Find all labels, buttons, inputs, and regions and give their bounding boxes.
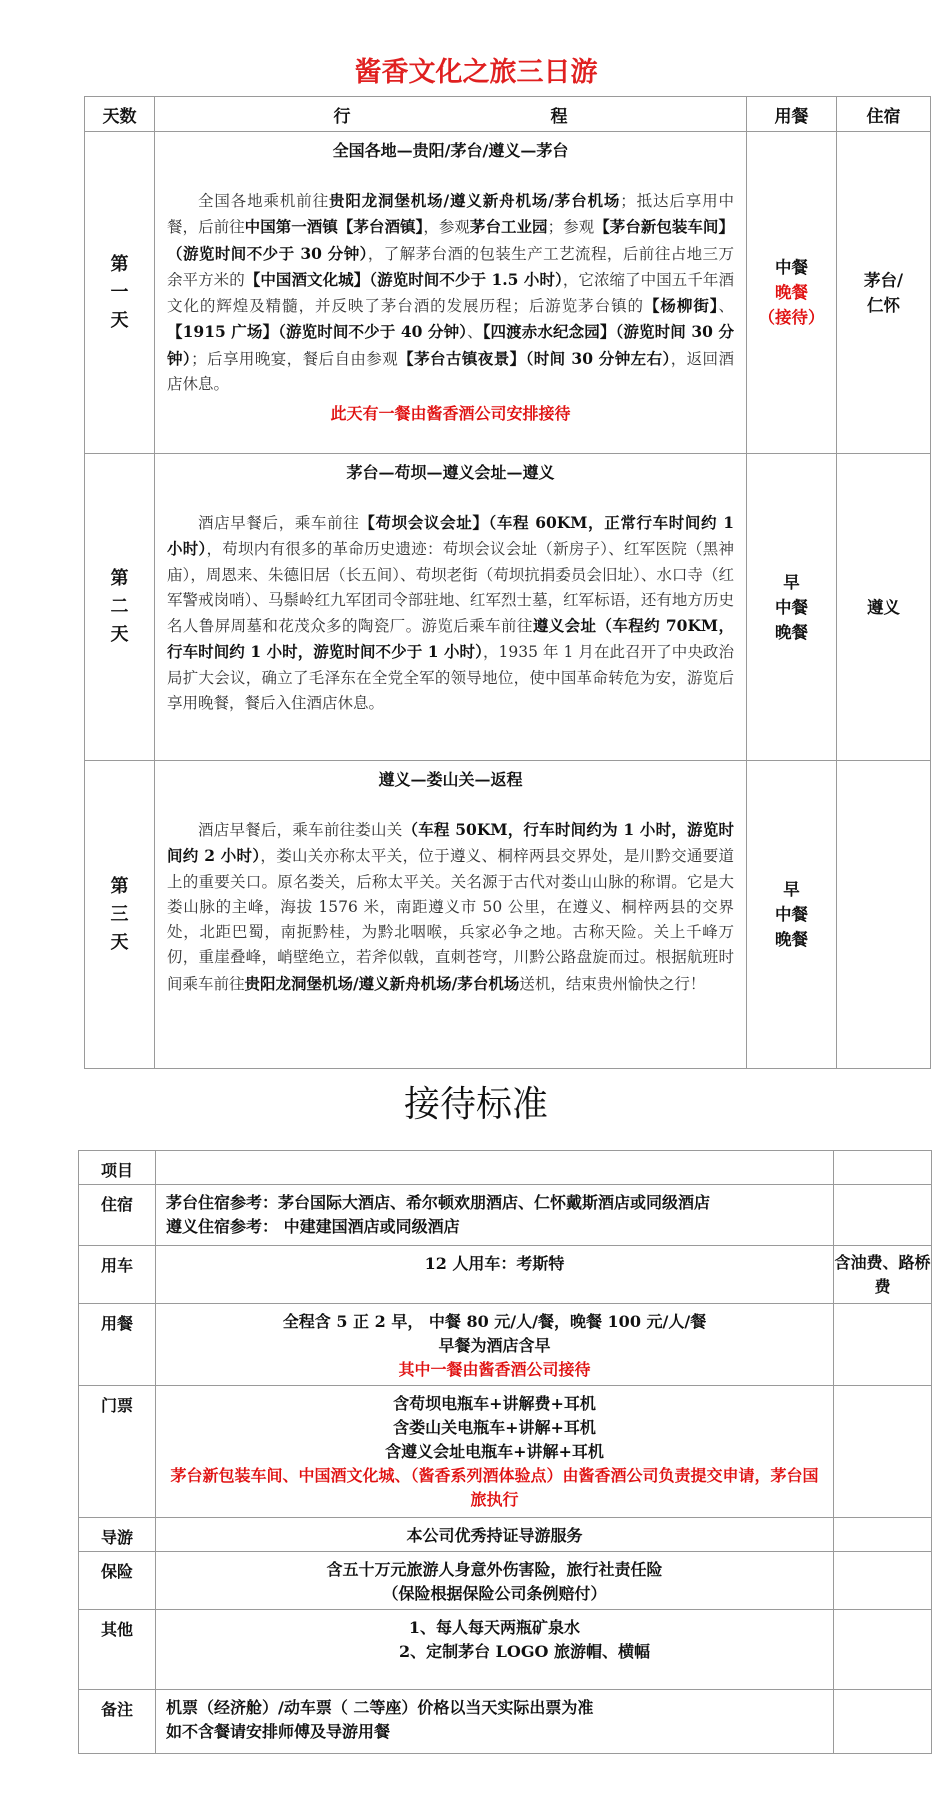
- header-day: 天数: [85, 97, 155, 132]
- route-title-1: 全国各地—贵阳/茅台/遵义—茅台: [332, 141, 569, 160]
- day-char: 天: [110, 624, 129, 645]
- std-line: 早餐为酒店含早: [438, 1336, 551, 1355]
- day-char: 一: [110, 281, 129, 303]
- std-note: [834, 1185, 932, 1246]
- meal-cell-2: [747, 454, 837, 761]
- meal-item: （接待）: [758, 308, 825, 327]
- hotel-item: 茅台/: [863, 270, 904, 290]
- std-note: [834, 1151, 932, 1185]
- std-line: 1、每人每天两瓶矿泉水: [408, 1618, 581, 1637]
- day-char: 天: [110, 931, 129, 953]
- std-row-remarks: [79, 1690, 932, 1754]
- page-title: 酱香文化之旅三日游: [354, 57, 598, 88]
- hotel-cell-3: [837, 761, 931, 1069]
- day-label-2: [85, 454, 155, 761]
- day-char: 天: [110, 309, 129, 331]
- std-content: [156, 1185, 834, 1246]
- std-line-red: 茅台新包装车间、中国酒文化城、（酱香系列酒体验点）由酱香酒公司负责提交申请，茅台国旅执行: [170, 1466, 819, 1509]
- day-char: 第: [110, 253, 129, 275]
- std-note: [834, 1304, 932, 1386]
- std-label: 住宿: [79, 1185, 156, 1246]
- hotel-cell-2: [837, 454, 931, 761]
- header-route: [155, 97, 747, 132]
- day-row-2: [85, 454, 931, 761]
- std-content: [156, 1552, 834, 1610]
- std-line: 含苟坝电瓶车+讲解费+耳机: [393, 1394, 596, 1413]
- std-content: [156, 1610, 834, 1690]
- std-label: 门票: [79, 1386, 156, 1518]
- std-row-other: [79, 1610, 932, 1690]
- std-row-insurance: [79, 1552, 932, 1610]
- std-note: [834, 1386, 932, 1518]
- day-content-2: [155, 454, 747, 761]
- std-row-guide: [79, 1518, 932, 1552]
- std-line: 含遵义会址电瓶车+讲解+耳机: [385, 1442, 604, 1461]
- std-label: 项目: [79, 1151, 156, 1185]
- std-content: [156, 1304, 834, 1386]
- day-label-1: [85, 132, 155, 454]
- itinerary-header-row: [85, 97, 931, 132]
- day-note-1: 此天有一餐由酱香酒公司安排接待: [330, 404, 571, 424]
- day-char: 三: [110, 903, 129, 925]
- hotel-cell-1: [837, 132, 931, 454]
- std-row-tickets: [79, 1386, 932, 1518]
- std-line: 含五十万元旅游人身意外伤害险，旅行社责任险: [326, 1560, 663, 1579]
- day-char: 第: [110, 875, 129, 897]
- meal-item: 早: [783, 572, 800, 592]
- std-line: 2、定制茅台 LOGO 旅游帽、横幅: [398, 1642, 651, 1661]
- std-note: [834, 1690, 932, 1754]
- std-line: 机票（经济舱）/动车票（ 二等座）价格以当天实际出票为准: [166, 1698, 594, 1717]
- std-label: 备注: [79, 1690, 156, 1754]
- meal-item: 晚餐: [775, 283, 808, 302]
- day-content-1: [155, 132, 747, 454]
- std-line: 茅台住宿参考：茅台国际大酒店、希尔顿欢朋酒店、仁怀戴斯酒店或同级酒店: [166, 1193, 711, 1212]
- std-line: 含娄山关电瓶车+讲解+耳机: [393, 1418, 596, 1437]
- hotel-item: 遵义: [867, 597, 900, 617]
- std-label: 用餐: [79, 1304, 156, 1386]
- std-line: 本公司优秀持证导游服务: [406, 1526, 583, 1545]
- day-row-1: [85, 132, 931, 454]
- std-note: [834, 1610, 932, 1690]
- meal-item: 早: [783, 880, 800, 899]
- header-meal: 用餐: [747, 97, 837, 132]
- std-line: 12 人用车：考斯特: [424, 1254, 565, 1273]
- day-char: 第: [110, 568, 129, 589]
- day-label-3: [85, 761, 155, 1069]
- day-char: 二: [110, 596, 129, 617]
- meal-item: 晚餐: [775, 930, 808, 949]
- day-content-3: [155, 761, 747, 1069]
- standards-table: [78, 1150, 932, 1754]
- std-label: 用车: [79, 1246, 156, 1304]
- day-row-3: [85, 761, 931, 1069]
- std-note: [834, 1518, 932, 1552]
- std-content: [156, 1151, 834, 1185]
- std-line: （保险根据保险公司条例赔付）: [382, 1584, 607, 1603]
- header-route-a: 行: [333, 106, 351, 127]
- hotel-item: 仁怀: [867, 295, 900, 315]
- meal-cell-3: [747, 761, 837, 1069]
- std-content: [156, 1690, 834, 1754]
- std-note: 含油费、路桥费: [834, 1246, 932, 1304]
- std-note: [834, 1552, 932, 1610]
- std-label: 其他: [79, 1610, 156, 1690]
- meal-item: 中餐: [775, 597, 808, 617]
- itinerary-table: [84, 96, 931, 1069]
- std-content: [156, 1246, 834, 1304]
- std-row-lodging: [79, 1185, 932, 1246]
- std-content: [156, 1518, 834, 1552]
- meal-item: 晚餐: [775, 622, 808, 642]
- meal-cell-1: [747, 132, 837, 454]
- meal-item: 中餐: [775, 258, 808, 277]
- std-content: [156, 1386, 834, 1518]
- route-title-3: 遵义—娄山关—返程: [378, 770, 523, 789]
- std-row-item: [79, 1151, 932, 1185]
- std-line: 遵义住宿参考： 中建建国酒店或同级酒店: [166, 1217, 460, 1236]
- std-row-meals: [79, 1304, 932, 1386]
- header-route-b: 程: [550, 106, 568, 127]
- standards-title: 接待标准: [403, 1084, 548, 1125]
- header-hotel: 住宿: [837, 97, 931, 132]
- meal-item: 中餐: [775, 905, 808, 924]
- day-description-1: 全国各地乘机前往贵阳龙洞堡机场/遵义新舟机场/茅台机场；抵达后享用中餐，后前往中国第一酒镇【茅台酒镇】，参观茅台工业园；参观【茅台新包装车间】（游览时间不少于 30 分钟），了解茅台酒的包装生产工艺流程，后前往占地三万余平方米的【中国酒文化城】（游览时间不少于 1.5 小时），它浓缩了中国五千年酒文化的辉煌及精髓，并反映了茅台酒的发展历程；后游览茅台镇的【杨柳街】、【1915 广场】（游览时间不少于 40 分钟）、【四渡赤水纪念园】（游览时间 30 分钟）；后享用晚宴，餐后自由参观【茅台古镇夜景】（时间 30 分钟左右），返回酒店休息。: [167, 191, 734, 394]
- std-line-red: 其中一餐由酱香酒公司接待: [398, 1360, 591, 1379]
- std-row-vehicle: [79, 1246, 932, 1304]
- route-title-2: 茅台—苟坝—遵义会址—遵义: [346, 463, 555, 482]
- std-line: 如不含餐请安排师傅及导游用餐: [166, 1722, 391, 1741]
- std-label: 导游: [79, 1518, 156, 1552]
- day-description-2: 酒店早餐后，乘车前往【苟坝会议会址】（车程 60KM，正常行车时间约 1 小时），苟坝内有很多的革命历史遗迹：苟坝会议会址（新房子）、红军医院（黑神庙），周恩来、朱德旧居（长五间）、苟坝老街（苟坝抗捐委员会旧址）、水口寺（红军警戒岗哨）、马鬃岭红九军团司令部驻地、红军烈士墓，红军标语，还有地方历史名人鲁屏周墓和花茂众多的陶瓷厂。游览后乘车前往遵义会址（车程约 70KM，行车时间约 1 小时，游览时间不少于 1 小时），1935 年 1 月在此召开了中央政治局扩大会议，确立了毛泽东在全党全军的领导地位，使中国革命转危为安，游览后享用晚餐，餐后入住酒店休息。: [167, 513, 734, 713]
- std-label: 保险: [79, 1552, 156, 1610]
- day-description-3: 酒店早餐后，乘车前往娄山关（车程 50KM，行车时间约为 1 小时，游览时间约 2 小时），娄山关亦称太平关，位于遵义、桐梓两县交界处，是川黔交通要道上的重要关口。原名娄关，后称太平关。关名源于古代对娄山山脉的称谓。它是大娄山脉的主峰，海拔 1576 米，南距遵义市 50 公里，在遵义、桐梓两县的交界处，北距巴蜀，南扼黔桂，为黔北咽喉，兵家必争之地。古称天险。关上千峰万仞，重崖叠峰，峭壁绝立，若斧似戟，直刺苍穹，川黔公路盘旋而过。根据航班时间乘车前往贵阳龙洞堡机场/遵义新舟机场/茅台机场送机，结束贵州愉快之行！: [167, 820, 734, 993]
- std-line: 全程含 5 正 2 早， 中餐 80 元/人/餐，晚餐 100 元/人/餐: [282, 1312, 707, 1331]
